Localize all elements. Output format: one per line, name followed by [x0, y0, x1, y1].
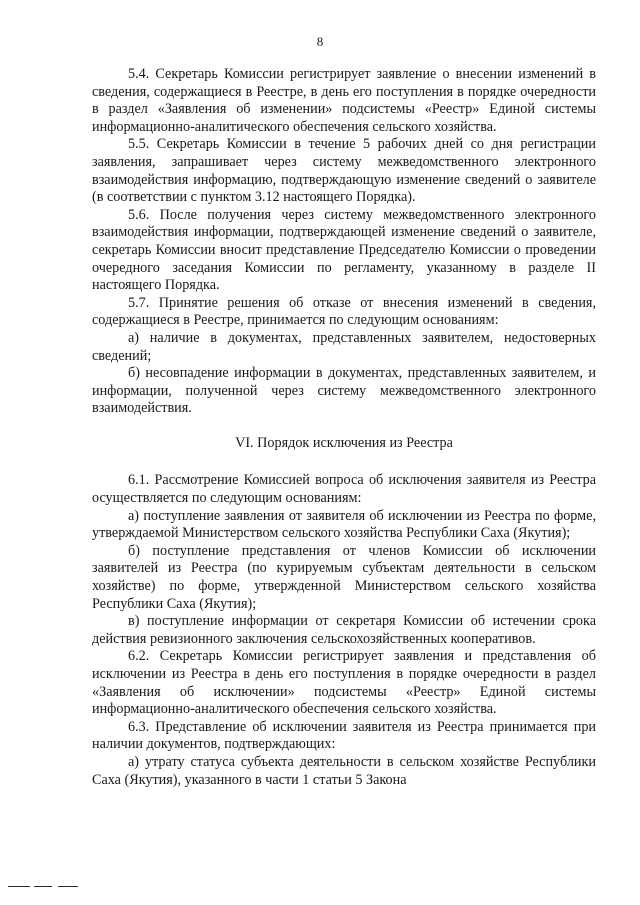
paragraph-5-7: 5.7. Принятие решения об отказе от внесения изменений в сведения, содержащиеся в Реестре, принимается по следующим основаниям:	[92, 294, 596, 329]
paragraph-5-7-a: а) наличие в документах, представленных заявителем, недостоверных сведений;	[92, 329, 596, 364]
paragraph-5-4: 5.4. Секретарь Комиссии регистрирует заявление о внесении изменений в сведения, содержащиеся в Реестре, в день его поступления в порядке очередности в раздел «Заявления об изменении» подсистемы «Реестр» Единой системы информационно-аналитического обеспечения сельского хозяйства.	[92, 66, 596, 135]
paragraph-6-1-a: а) поступление заявления от заявителя об исключении из Реестра по форме, утверждаемой Министерством сельского хозяйства Республики Саха (Якутия);	[92, 507, 596, 542]
page-number: 8	[316, 34, 324, 49]
paragraph-6-3: 6.3. Представление об исключении заявителя из Реестра принимается при наличии документов, подтверждающих:	[92, 718, 596, 753]
paragraph-6-1-c: в) поступление информации от секретаря Комиссии об истечении срока действия ревизионного заключения сельскохозяйственных кооперативов.	[92, 613, 596, 647]
scan-line	[8, 886, 30, 887]
section-heading: VI. Порядок исключения из Реестра	[235, 434, 453, 451]
scan-artifact-lines	[0, 886, 640, 892]
paragraph-6-1-b: б) поступление представления от членов Комиссии об исключении заявителей из Реестра (по курируемым субъектам деятельности в сельском хозяйстве) по форме, утвержденной Министерством сельского хозяйства Республики Саха (Якутия);	[92, 542, 596, 612]
scan-line	[34, 886, 52, 887]
paragraph-5-7-b: б) несовпадение информации в документах, представленных заявителем, и информации, полученной через систему межведомственного электронного взаимодействия.	[92, 365, 596, 417]
scan-line	[58, 886, 78, 887]
paragraph-5-5: 5.5. Секретарь Комиссии в течение 5 рабочих дней со дня регистрации заявления, запрашивает через систему межведомственного электронного взаимодействия информацию, подтверждающую изменение сведений о заявителе (в соответствии с пунктом 3.12 настоящего Порядка).	[92, 136, 596, 206]
paragraph-6-2: 6.2. Секретарь Комиссии регистрирует заявления и представления об исключении из Реестра в день его поступления в порядке очередности в раздел «Заявления об исключении» подсистемы «Реестр» Единой системы информационно-аналитического обеспечения сельского хозяйства.	[92, 648, 596, 718]
paragraph-6-1: 6.1. Рассмотрение Комиссией вопроса об исключения заявителя из Реестра осуществляется по следующим основаниям:	[92, 472, 596, 507]
document-body	[92, 66, 596, 789]
paragraph-5-6: 5.6. После получения через систему межведомственного электронного взаимодействия информации, подтверждающей изменение сведений о заявителе, секретарь Комиссии вносит представление Председателю Комиссии о проведении очередного заседания Комиссии по регламенту, указанному в разделе II настоящего Порядка.	[92, 206, 596, 294]
paragraph-6-3-a: а) утрату статуса субъекта деятельности в сельском хозяйстве Республики Саха (Якутия), указанного в части 1 статьи 5 Закона	[92, 753, 596, 788]
